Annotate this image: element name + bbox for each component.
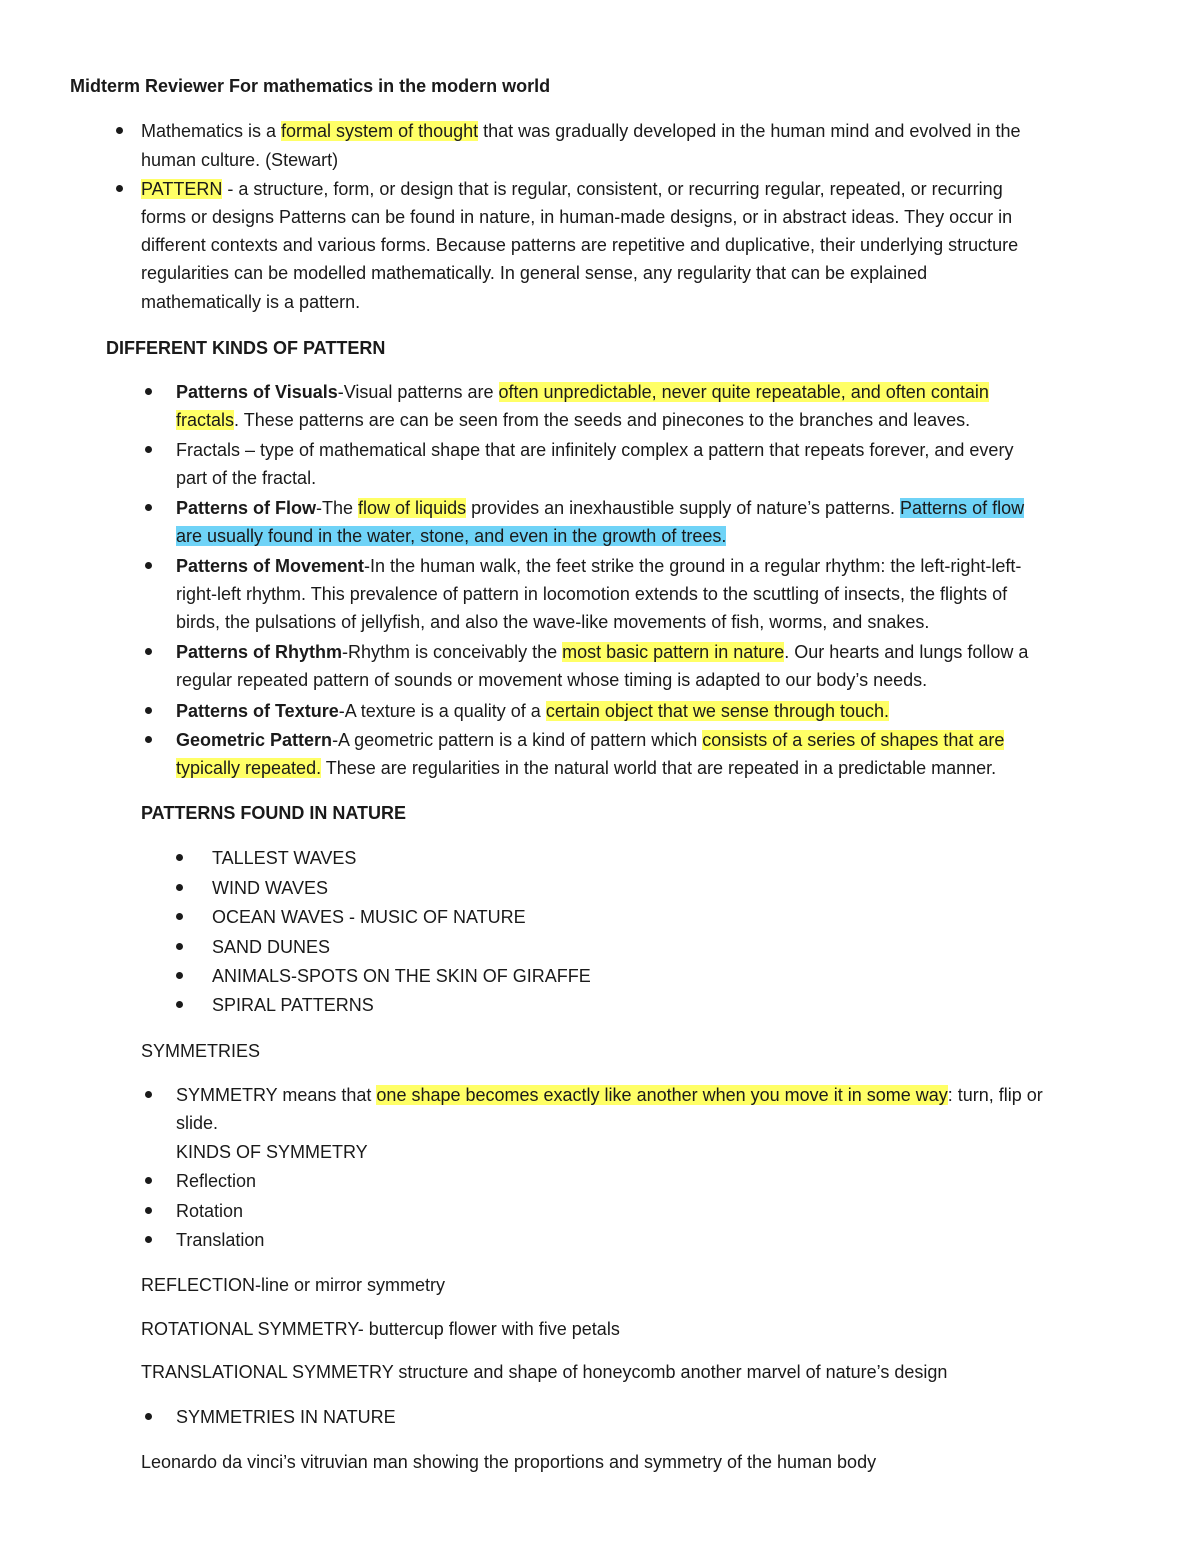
bullet-icon [145,1091,152,1098]
nature-item: WIND WAVES [212,878,328,898]
kind-flow-line-2 [176,524,726,548]
bullet-icon [145,504,152,511]
rotational-text: ROTATIONAL SYMMETRY- buttercup flower with five petals [141,1319,620,1339]
bullet-icon [176,1001,183,1008]
text-span: -A texture is a quality of a [338,701,546,721]
highlight-yellow: most basic pattern in nature [562,642,785,662]
nature-item: TALLEST WAVES [212,848,357,868]
text-span: . These patterns are can be seen from the seeds and pinecones to the branches and leaves. [234,410,971,430]
highlight-yellow: consists of a series of shapes that are [702,730,1005,750]
text-span: that was gradually developed in the human mind and evolved in the [478,121,1021,141]
highlight-yellow: certain object that we sense through touch. [545,701,890,721]
highlight-blue: Patterns of flow [900,498,1025,518]
kind-movement-line-3: birds, the pulsations of jellyfish, and also the wave-like movements of fish, worms, and snakes. [176,612,930,632]
intro-pattern-line-3: different contexts and various forms. Because patterns are repetitive and duplicative, their underlying structure [141,235,1019,255]
intro-math-line-2: human culture. (Stewart) [141,150,339,170]
highlight-yellow: typically repeated. [176,758,322,778]
translational-text: TRANSLATIONAL SYMMETRY structure and shape of honeycomb another marvel of nature’s design [141,1362,948,1382]
bullet-icon [145,388,152,395]
kind-label: Patterns of Movement [176,556,365,576]
highlight-yellow: often unpredictable, never quite repeatable, and often contain [498,382,989,402]
highlight-yellow: formal system of thought [281,121,479,141]
highlight-yellow: one shape becomes exactly like another when you move it in some way [376,1085,948,1105]
bullet-icon [145,562,152,569]
text-span: -Rhythm is conceivably the [342,642,563,662]
text-span: -The [316,498,359,518]
nature-item: OCEAN WAVES - MUSIC OF NATURE [212,907,526,927]
kind-visuals-line-2 [176,408,970,432]
kind-label: Patterns of Texture [176,701,339,721]
section-heading-symmetries: SYMMETRIES [141,1041,261,1061]
bullet-icon [116,185,123,192]
bullet-icon [145,446,152,453]
bullet-icon [145,648,152,655]
kind-flow-line-1 [176,496,1024,520]
bullet-icon [176,854,183,861]
kind-movement-line-1 [176,554,1021,578]
highlight-yellow: fractals [176,410,235,430]
highlight-yellow: PATTERN [141,179,223,199]
text-span: -In the human walk, the feet strike the ground in a regular rhythm: the left-right-left- [364,556,1022,576]
kind-label: Patterns of Flow [176,498,317,518]
kind-rhythm-line-2: regular repeated pattern of sounds or movement whose timing is adapted to our body’s needs. [176,670,928,690]
kind-fractals-line-1: Fractals – type of mathematical shape that are infinitely complex a pattern that repeats forever, and every [176,440,1014,460]
bullet-icon [145,1413,152,1420]
bullet-icon [145,736,152,743]
nature-item: ANIMALS-SPOTS ON THE SKIN OF GIRAFFE [212,966,591,986]
bullet-icon [176,884,183,891]
bullet-icon [145,1236,152,1243]
intro-math-line-1 [141,119,1021,143]
symmetry-def-line-1 [176,1083,1043,1107]
nature-item: SPIRAL PATTERNS [212,995,374,1015]
kinds-of-symmetry-heading: KINDS OF SYMMETRY [176,1142,368,1162]
nature-item: SAND DUNES [212,937,331,957]
symmetry-kind: Reflection [176,1171,257,1191]
kind-geometric-line-2 [176,756,996,780]
bullet-icon [145,1207,152,1214]
symmetry-def-line-2: slide. [176,1113,219,1133]
text-span: These are regularities in the natural world that are repeated in a predictable manner. [321,758,997,778]
kind-geometric-line-1 [176,728,1004,752]
text-span: Mathematics is a [141,121,282,141]
text-span: . Our hearts and lungs follow a [784,642,1029,662]
text-span: - a structure, form, or design that is regular, consistent, or recurring regular, repeated, or recurring [222,179,1003,199]
kind-label: Geometric Pattern [176,730,333,750]
intro-pattern-line-4: regularities can be modelled mathematically. In general sense, any regularity that can be explained [141,263,928,283]
highlight-blue: are usually found in the water, stone, and even in the growth of trees. [176,526,727,546]
bullet-icon [116,127,123,134]
kind-label: Patterns of Visuals [176,382,338,402]
highlight-yellow: flow of liquids [358,498,467,518]
intro-pattern-line-1 [141,177,1003,201]
bullet-icon [176,943,183,950]
text-span: provides an inexhaustible supply of nature’s patterns. [466,498,901,518]
bullet-icon [176,913,183,920]
symmetries-in-nature: SYMMETRIES IN NATURE [176,1407,396,1427]
text-span: SYMMETRY means that [176,1085,377,1105]
text-span: -A geometric pattern is a kind of pattern which [332,730,703,750]
kind-visuals-line-1 [176,380,989,404]
text-span: -Visual patterns are [337,382,499,402]
kind-label: Patterns of Rhythm [176,642,343,662]
symmetry-kind: Translation [176,1230,265,1250]
document-title: Midterm Reviewer For mathematics in the modern world [70,76,551,96]
reflection-text: REFLECTION-line or mirror symmetry [141,1275,446,1295]
kind-rhythm-line-1 [176,640,1028,664]
text-span: : turn, flip or [947,1085,1043,1105]
kind-movement-line-2: right-left rhythm. This prevalence of pattern in locomotion extends to the scuttling of insects, the flights of [176,584,1008,604]
intro-pattern-line-5: mathematically is a pattern. [141,292,361,312]
bullet-icon [176,972,183,979]
leonardo-text: Leonardo da vinci’s vitruvian man showing the proportions and symmetry of the human body [141,1452,877,1472]
bullet-icon [145,1177,152,1184]
kind-fractals-line-2: part of the fractal. [176,468,317,488]
section-heading-nature: PATTERNS FOUND IN NATURE [141,803,406,823]
symmetry-kind: Rotation [176,1201,244,1221]
kind-texture-line-1 [176,699,889,723]
intro-pattern-line-2: forms or designs Patterns can be found in nature, in human-made designs, or in abstract ideas. They occur in [141,207,1013,227]
section-heading-kinds: DIFFERENT KINDS OF PATTERN [106,338,386,358]
bullet-icon [145,707,152,714]
